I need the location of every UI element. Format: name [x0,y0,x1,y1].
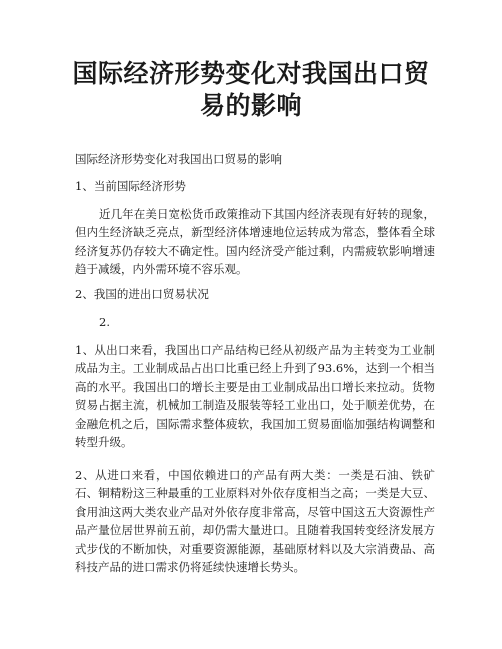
section1-body: 近几年在美日宽松货币政策推动下其国内经济表现有好转的现象，但内生经济缺乏亮点，新型经济体增速地位运转成为常态，整体看全球经济复苏仍存较大不确定性。国内经济受产能过剩，内需疲软影响增速趋于减缓，内外需环境不容乐观。 [75,207,435,277]
section2-heading: 2、我国的进出口贸易状况 [75,287,209,301]
document-title: 国际经济形势变化对我国出口贸易的影响 [72,59,430,120]
export-paragraph: 1、从出口来看，我国出口产品结构已经从初级产品为主转变为工业制成品为主。工业制成品占出口比重已经上升到了93.6%，达到一个相当高的水平。我国出口的增长主要是由工业制成品出口增长来拉动。货物贸易占据主流，机械加工制造及服装等轻工业出口，处于顺差优势，在金融危机之后，国际需求整体疲软，我国加工贸易面临加强结构调整和转型升级。 [75,343,435,450]
section2-number: 2. [99,315,110,329]
import-paragraph: 2、从进口来看，中国依赖进口的产品有两大类：一类是石油、铁矿石、铜精粉这三种最重的工业原料对外依存度相当之高；一类是大豆、食用油这两大类农业产品对外依存度非常高，尽管中国这五大资源性产品产量位居世界前五前，却仍需大量进口。且随着我国转变经济发展方式步伐的不断加快，对重要资源能源，基础原材料以及大宗消费品、高科技产品的进口需求仍将延续快速增长势头。 [75,468,435,575]
section1-heading: 1、当前国际经济形势 [75,179,186,193]
document-subtitle: 国际经济形势变化对我国出口贸易的影响 [75,152,282,166]
